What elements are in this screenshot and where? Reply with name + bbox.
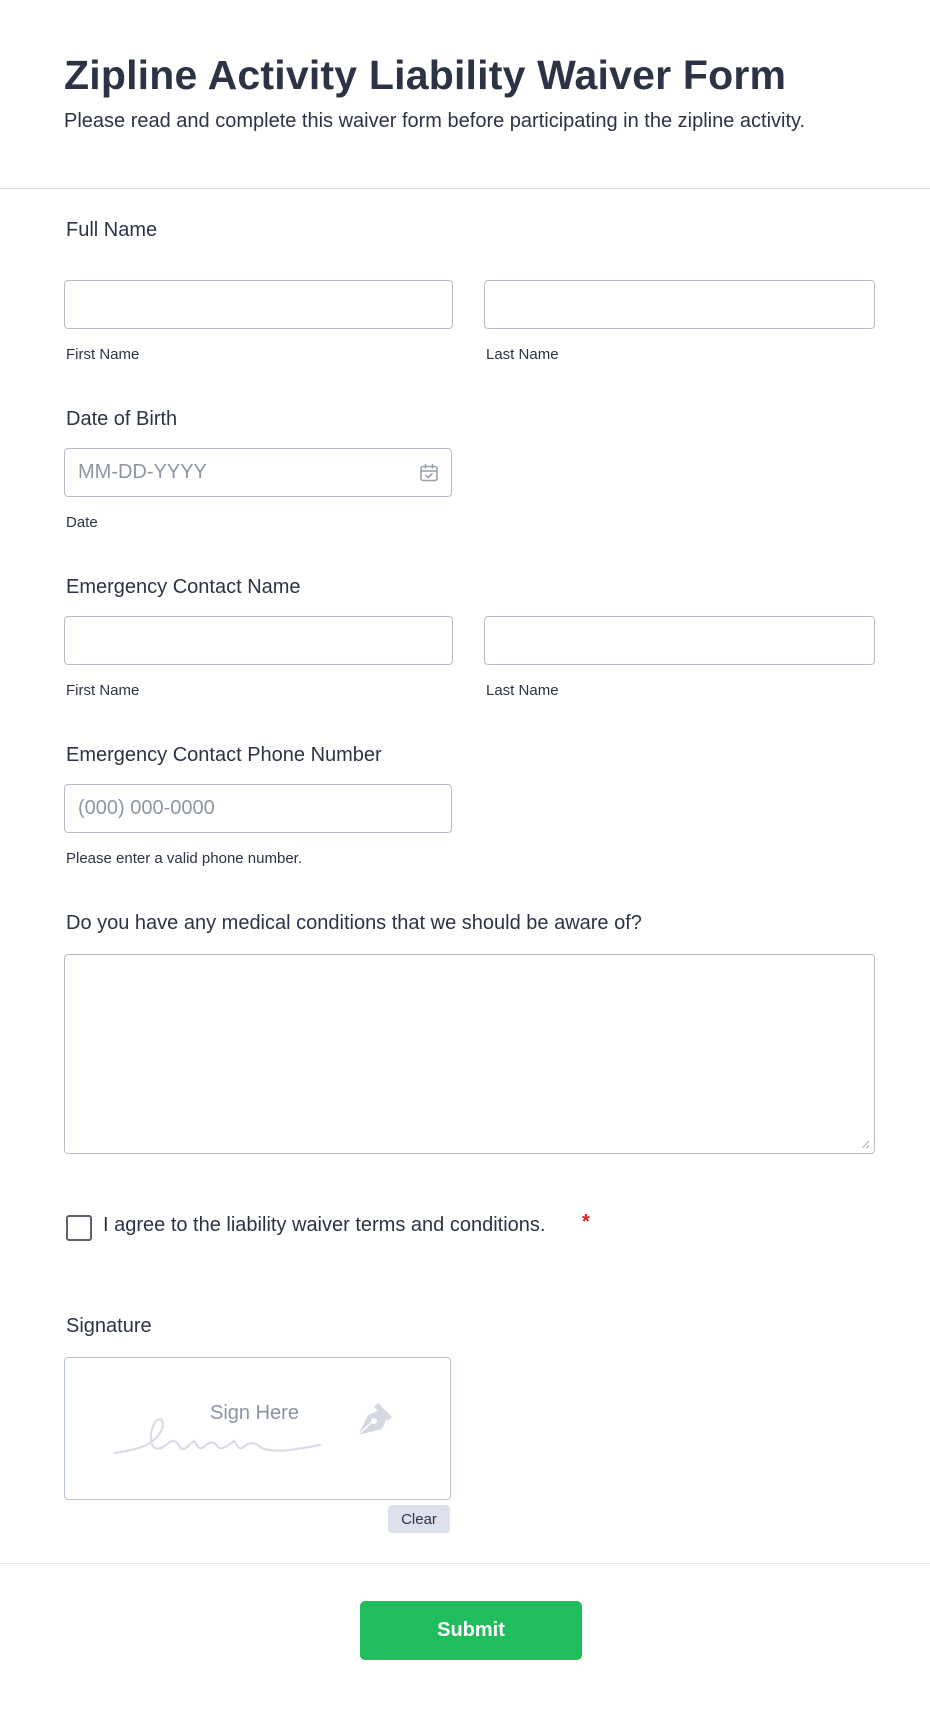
agreement-label[interactable]: I agree to the liability waiver terms and conditions. bbox=[103, 1214, 546, 1236]
form-title: Zipline Activity Liability Waiver Form bbox=[64, 52, 787, 98]
date-of-birth-input[interactable] bbox=[64, 448, 452, 497]
resize-grip-icon[interactable] bbox=[860, 1139, 870, 1149]
emergency-last-name-input[interactable] bbox=[484, 616, 875, 665]
medical-conditions-label: Do you have any medical conditions that we should be aware of? bbox=[66, 912, 642, 934]
pen-nib-icon bbox=[358, 1403, 392, 1435]
emergency-contact-name-label: Emergency Contact Name bbox=[66, 576, 301, 598]
last-name-sublabel: Last Name bbox=[486, 346, 559, 363]
emergency-phone-input[interactable] bbox=[64, 784, 452, 833]
last-name-input[interactable] bbox=[484, 280, 875, 329]
emergency-last-name-sublabel: Last Name bbox=[486, 682, 559, 699]
date-of-birth-label: Date of Birth bbox=[66, 408, 178, 430]
phone-hint-sublabel: Please enter a valid phone number. bbox=[66, 850, 302, 867]
emergency-phone-label: Emergency Contact Phone Number bbox=[66, 744, 382, 766]
required-asterisk: * bbox=[582, 1211, 590, 1233]
agreement-checkbox[interactable] bbox=[66, 1215, 92, 1241]
footer-divider bbox=[0, 1563, 930, 1564]
form-subtitle: Please read and complete this waiver form before participating in the zipline activity. bbox=[64, 110, 806, 132]
first-name-input[interactable] bbox=[64, 280, 453, 329]
emergency-first-name-sublabel: First Name bbox=[66, 682, 140, 699]
signature-label: Signature bbox=[66, 1315, 152, 1337]
date-sublabel: Date bbox=[66, 514, 98, 531]
clear-signature-button[interactable]: Clear bbox=[388, 1505, 450, 1533]
form-header bbox=[0, 0, 930, 189]
first-name-sublabel: First Name bbox=[66, 346, 140, 363]
medical-conditions-textarea[interactable] bbox=[64, 954, 875, 1154]
calendar-icon[interactable] bbox=[418, 462, 440, 484]
submit-button[interactable]: Submit bbox=[360, 1601, 582, 1660]
emergency-first-name-input[interactable] bbox=[64, 616, 453, 665]
full-name-label: Full Name bbox=[66, 219, 158, 241]
sign-here-placeholder: Sign Here bbox=[210, 1402, 299, 1424]
